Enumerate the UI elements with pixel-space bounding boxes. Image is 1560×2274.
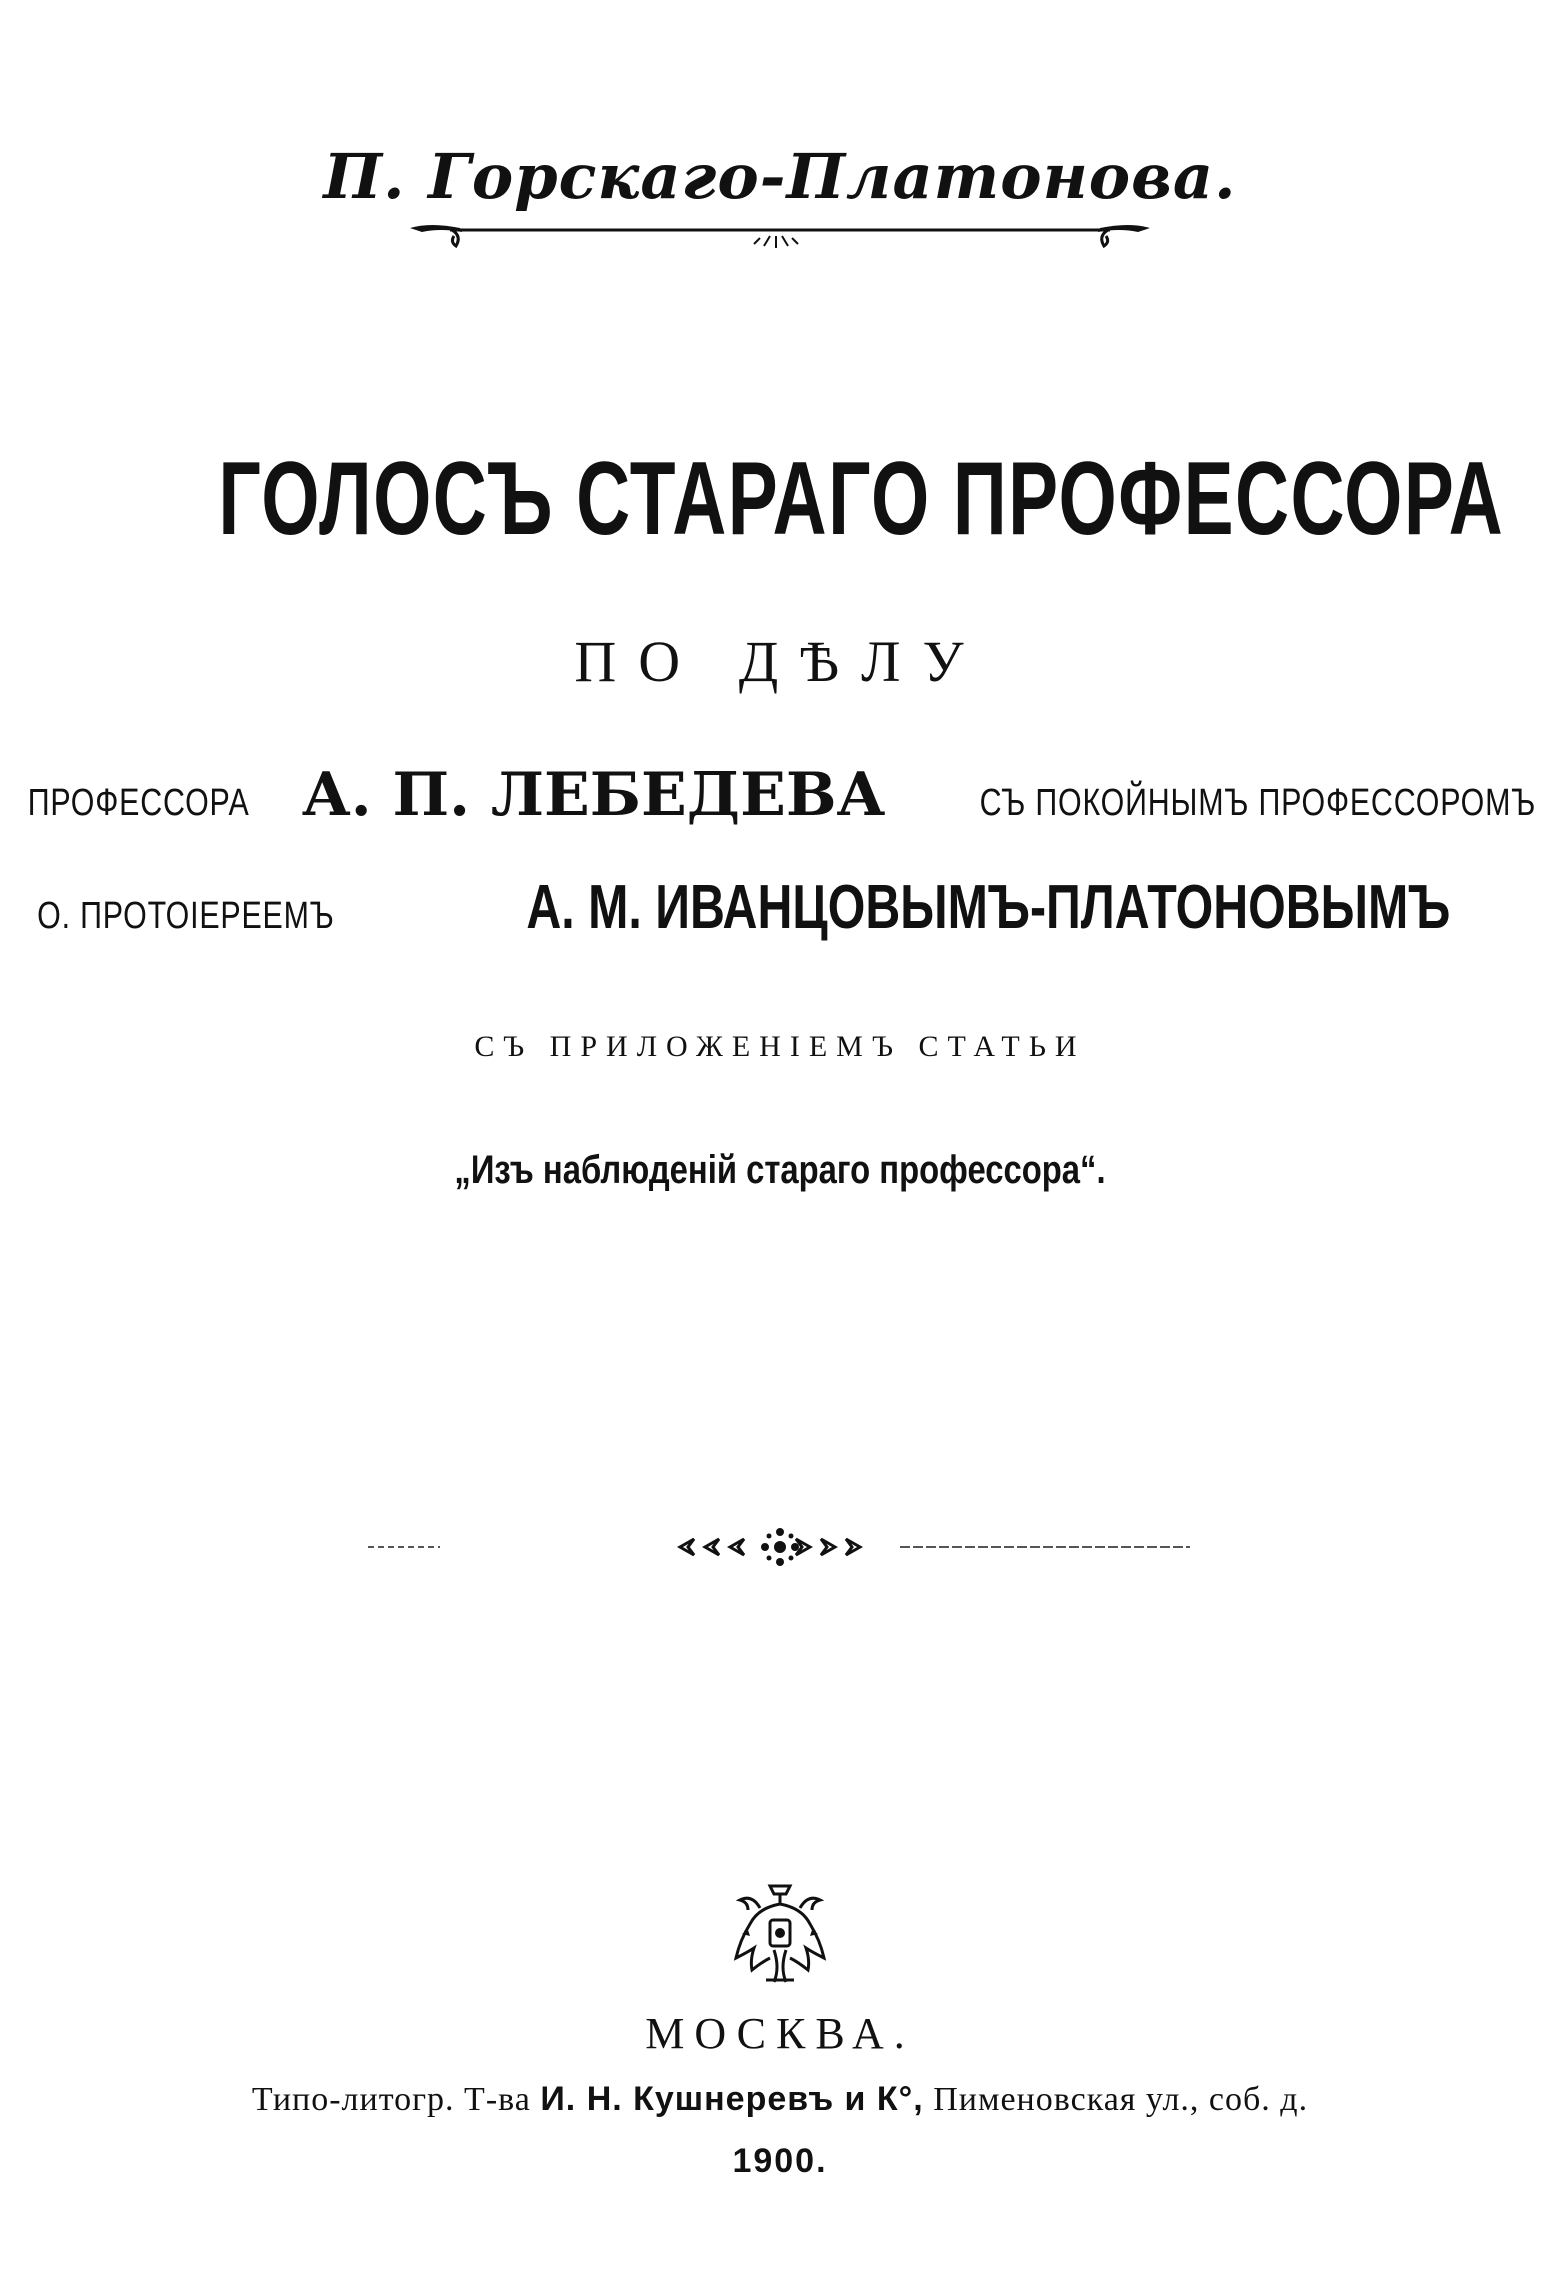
city: МОСКВА. [645,2009,915,2058]
author-name: П. Горскаго-Платонова. [323,140,1237,213]
case-line-2-name: А. М. ИВАНЦОВЫМЪ-ПЛАТОНОВЫМЪ [526,873,1451,942]
top-rule-ornament [400,218,1160,258]
case-line-2-prefix: О. ПРОТОІЕРЕЕМЪ [37,895,335,937]
case-line-1 [0,760,1560,830]
printer-address: Пименовская ул., соб. д. [933,2081,1309,2118]
case-line-2 [0,872,1560,943]
appendix-note: СЪ ПРИЛОЖЕНІЕМЪ СТАТЬИ [474,1030,1086,1063]
book-title: ГОЛОСЪ СТАРАГО ПРОФЕССОРА [218,441,1505,557]
article-title: „Изъ наблюденій стараго профессора“. [454,1148,1106,1192]
printer-line [0,2080,1560,2119]
case-line-1-prefix: ПРОФЕССОРА [27,782,250,824]
double-headed-eagle-icon [730,1880,830,1990]
floral-divider-ornament [360,1522,1200,1572]
publication-year: 1900. [732,2142,828,2180]
case-line-1-name: А. П. ЛЕБЕДЕВА [301,760,886,830]
printer-name: И. Н. Кушнеревъ и К°, [540,2080,924,2118]
printer-prefix: Типо-литогр. Т-ва [251,2081,531,2118]
subtitle: ПО ДѢЛУ [574,629,986,694]
case-line-1-suffix: СЪ ПОКОЙНЫМЪ ПРОФЕССОРОМЪ [979,782,1536,824]
